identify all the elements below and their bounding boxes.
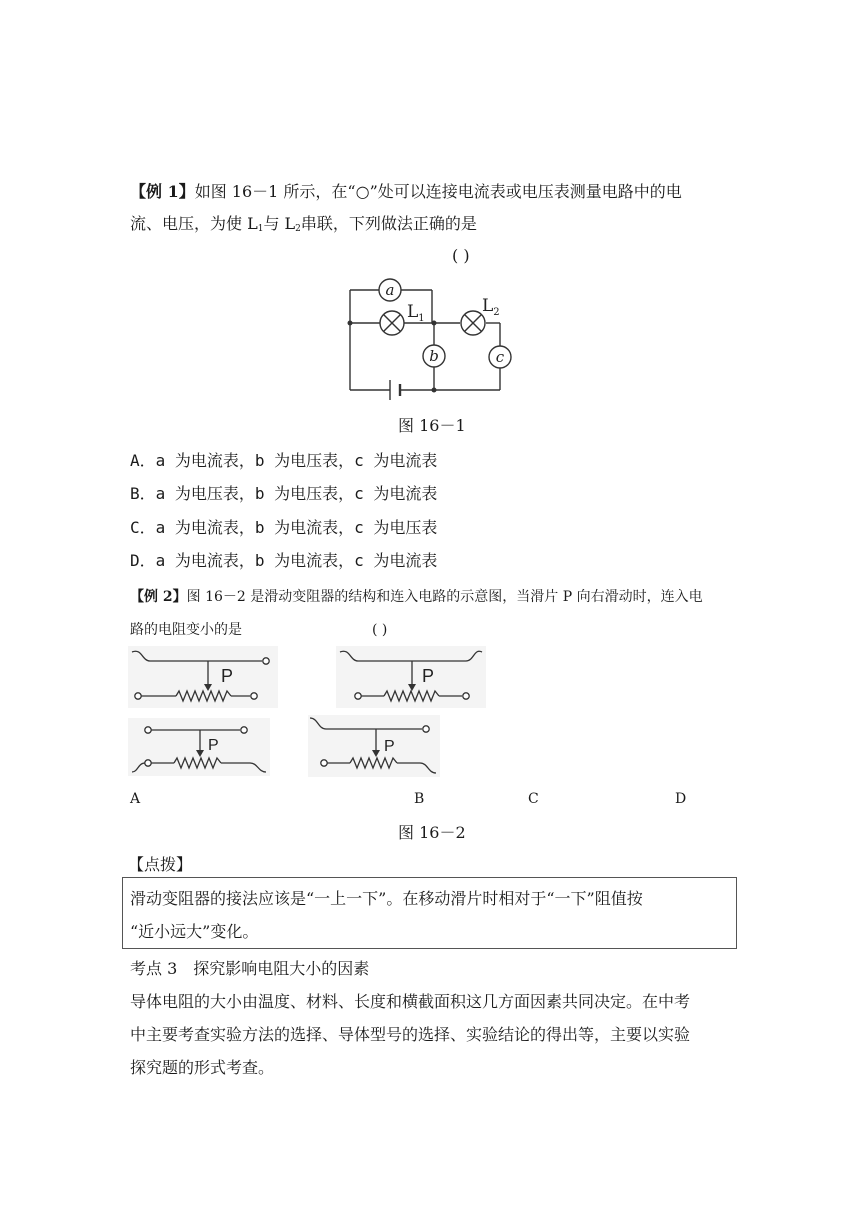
rheostat-diagram-d xyxy=(308,715,440,777)
lamp-l1-label: $L_1$ xyxy=(407,302,425,324)
circuit-diagram-16-1 xyxy=(340,270,540,410)
svg-text:P: P xyxy=(422,666,435,686)
example1-option-d: D．a 为电流表，b 为电流表，c 为电流表 xyxy=(130,551,438,570)
figure-16-2-caption: 图 16－2 xyxy=(398,823,466,842)
example1-text-line1: 如图 16－1 所示，在“○”处可以连接电流表或电压表测量电路中的电 xyxy=(194,182,682,201)
lamp-l2-label: $L_2$ xyxy=(482,296,500,318)
example1-option-a: A．a 为电流表，b 为电压表，c 为电流表 xyxy=(130,451,438,470)
example1-option-c: C．a 为电流表，b 为电流表，c 为电压表 xyxy=(130,518,438,537)
rheostat-diagram-b xyxy=(336,646,486,708)
meter-b xyxy=(423,345,445,367)
example1-answer-paren: ( ) xyxy=(452,246,470,265)
meter-a xyxy=(379,279,401,301)
choice-letter-d: D xyxy=(675,791,687,807)
hint-line2: “近小远大”变化。 xyxy=(130,922,259,941)
svg-text:b: b xyxy=(429,347,439,365)
meter-c xyxy=(489,346,511,368)
example1-option-b: B．a 为电压表，b 为电压表，c 为电流表 xyxy=(130,484,438,503)
rheostat-diagram-c xyxy=(128,718,270,776)
point3-line3: 探究题的形式考查。 xyxy=(130,1058,275,1077)
svg-text:P: P xyxy=(208,737,219,754)
figure-16-1-caption: 图 16－1 xyxy=(398,416,466,435)
svg-text:P: P xyxy=(384,738,395,755)
lamp-l1-icon xyxy=(380,311,404,335)
choice-letter-c: C xyxy=(528,791,539,807)
example2-answer-paren: ( ) xyxy=(372,622,388,638)
point3-line1: 导体电阻的大小由温度、材料、长度和横截面积这几方面因素共同决定。在中考 xyxy=(130,992,691,1011)
choice-letter-b: B xyxy=(414,791,425,807)
example1-question-line2: 流、电压，为使 $L_1$与 $L_2$串联，下列做法正确的是 xyxy=(130,214,477,234)
choice-letter-a: A xyxy=(130,791,141,807)
example2-tag: 【例 2】 xyxy=(130,589,187,605)
example2-question-line1: 【例 2】图 16－2 是滑动变阻器的结构和连入电路的示意图，当滑片 P 向右滑动时，连入电 xyxy=(130,589,703,605)
point3-line2: 中主要考查实验方法的选择、导体型号的选择、实验结论的得出等，主要以实验 xyxy=(130,1025,691,1044)
svg-text:P: P xyxy=(221,666,234,686)
hint-title: 【点拨】 xyxy=(128,855,193,874)
example2-question-line2: 路的电阻变小的是 xyxy=(130,622,242,638)
svg-text:c: c xyxy=(495,348,505,366)
example1-tag: 【例 1】 xyxy=(130,182,195,201)
rheostat-diagram-a xyxy=(128,646,278,708)
hint-line1: 滑动变阻器的接法应该是“一上一下”。在移动滑片时相对于“一下”阻值按 xyxy=(130,889,643,908)
example1-question-line1 xyxy=(130,182,682,202)
svg-text:a: a xyxy=(385,281,395,299)
point3-title: 考点 3 探究影响电阻大小的因素 xyxy=(130,959,370,978)
